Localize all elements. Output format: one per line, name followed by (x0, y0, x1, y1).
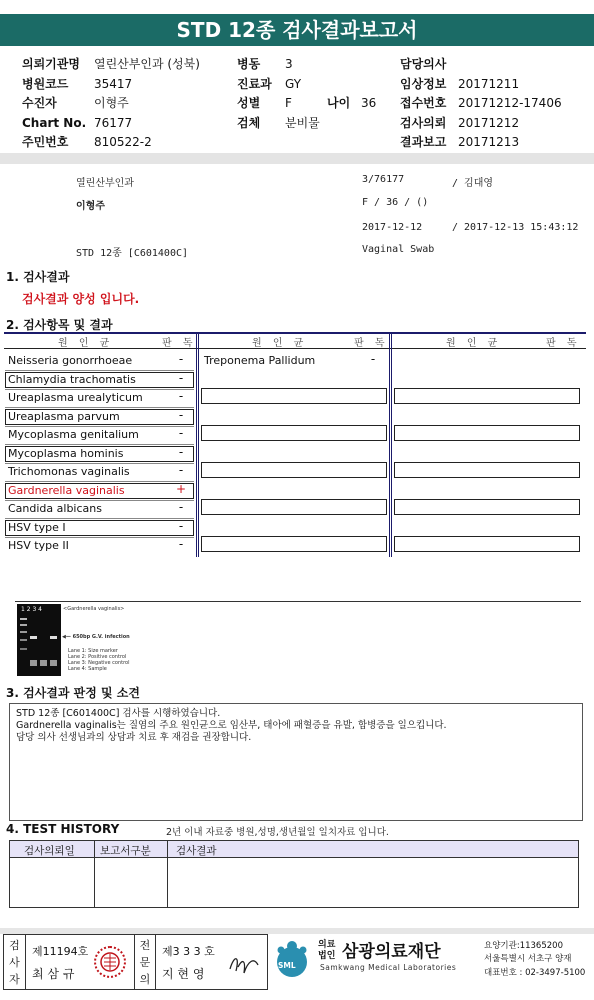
sml-logo-text: SML (278, 961, 296, 970)
value-resident-no: 810522-2 (94, 135, 152, 149)
history-col-result: 검사결과 (176, 845, 217, 857)
item-result: - (178, 370, 184, 385)
divider-strip (0, 153, 594, 164)
item-result: - (178, 426, 184, 440)
opinion-line-2: Gardnerella vaginalis는 질염의 주요 원인균으로 임산부, 태아에 패혈증을 유발, 합병증을 일으킵니다. (16, 720, 447, 731)
gel-legend-4: Lane 4: Sample (68, 666, 107, 672)
item-result: - (178, 352, 184, 366)
org-prefix: 의료 법인 (318, 940, 336, 961)
empty-result-box (201, 536, 387, 552)
label-receipt-no: 접수번호 (400, 96, 447, 110)
reviewer-name: 지 현 영 (162, 967, 205, 981)
label-specimen: 검체 (237, 115, 261, 130)
label-sex: 성별 (237, 96, 261, 110)
empty-result-box (201, 462, 387, 478)
value-hospital: 열린산부인과 (성북) (94, 57, 200, 71)
inspector-label: 검사자 (4, 935, 26, 989)
empty-result-box (201, 499, 387, 515)
item-result: - (178, 463, 184, 477)
item-row-rule (5, 537, 194, 538)
section1-heading: 1. 검사결과 (6, 270, 70, 284)
item-row-box (5, 520, 194, 536)
item-row-box (5, 483, 194, 499)
history-col-report-type: 보고서구분 (100, 845, 151, 857)
item-result: - (178, 537, 184, 551)
signature-box (3, 934, 268, 990)
history-note: 2년 이내 자료중 병원,성명,생년월일 일치자료 입니다. (166, 827, 389, 838)
positive-result-text: 검사결과 양성 입니다. (22, 292, 140, 306)
empty-result-box (394, 388, 580, 404)
sub-sex-age: F / 36 / () (362, 197, 429, 208)
item-row-box (5, 409, 194, 425)
label-ward: 병동 (237, 57, 261, 71)
history-col-divider-2 (167, 841, 168, 907)
result-treponema-pallidum: - (370, 352, 376, 366)
label-hospital: 의뢰기관명 (22, 57, 80, 71)
section4-heading: 4. TEST HISTORY (6, 822, 120, 836)
empty-result-box (201, 425, 387, 441)
opinion-line-3: 담당 의사 선생님과의 상담과 치료 후 재검을 권장합니다. (16, 732, 252, 743)
opinion-line-1: STD 12종 [C601400C] 검사를 시행하였습니다. (16, 708, 221, 719)
contact-address: 서울특별시 서초구 양재 (484, 954, 572, 964)
item-result: - (178, 389, 184, 403)
section3-heading: 3. 검사결과 판정 및 소견 (6, 686, 140, 700)
org-name-en: Samkwang Medical Laboratories (320, 963, 457, 972)
value-ward: 3 (285, 57, 293, 71)
contact-institution-code: 요양기관:11365200 (484, 941, 563, 951)
item-row-box (5, 446, 194, 462)
history-header-row (10, 841, 578, 858)
label-clinical-info: 임상정보 (400, 76, 447, 91)
sub-patient: 이형주 (76, 201, 105, 212)
empty-result-box (394, 462, 580, 478)
value-chart-no: 76177 (94, 115, 133, 130)
label-report-date: 결과보고 (400, 135, 447, 149)
gel-electrophoresis-image (17, 604, 61, 676)
value-clinical-info: 20171211 (458, 76, 520, 91)
sml-logo-icon (272, 938, 312, 978)
item-name: Neisseria gonorrhoeae (8, 354, 133, 367)
empty-result-box (394, 536, 580, 552)
section2-heading: 2. 검사항목 및 결과 (6, 318, 113, 332)
gel-title: <Gardnerella vaginalis> (63, 606, 125, 612)
header-mid (237, 55, 376, 133)
contact-phone: 대표번호 : 02-3497-5100 (484, 968, 586, 978)
item-name: Chlamydia trachomatis (8, 372, 136, 386)
empty-result-box (201, 388, 387, 404)
sub-specimen: Vaginal Swab (362, 244, 435, 255)
col1-judge-header: 판 독 (162, 338, 197, 349)
opinion-textbox (9, 703, 583, 821)
item-row-rule (5, 426, 194, 427)
gel-legend-3: Lane 3: Negative control (68, 660, 130, 666)
inspector-name: 최 삼 규 (32, 967, 75, 981)
reviewer-license: 제3 3 3 호 (162, 945, 215, 958)
col-divider-1 (196, 333, 199, 557)
value-hospital-code: 35417 (94, 76, 133, 91)
label-hospital-code: 병원코드 (22, 76, 69, 91)
item-name: Trichomonas vaginalis (8, 465, 130, 478)
header-left (22, 55, 200, 153)
empty-result-box (394, 499, 580, 515)
report-title: STD 12종 검사결과보고서 (0, 14, 594, 46)
sub-doctor: / 김대영 (452, 178, 494, 189)
empty-result-box (394, 425, 580, 441)
item-row-box (5, 372, 194, 388)
item-result: - (178, 518, 184, 533)
value-dept: GY (285, 76, 302, 91)
gel-lane-numbers: 1 2 3 4 (21, 606, 42, 613)
item-name: Candida albicans (8, 502, 102, 515)
col2-judge-header: 판 독 (354, 338, 389, 349)
gel-band-label: ◀— 650bp G.V. infection (62, 634, 130, 640)
value-age: 36 (361, 96, 377, 110)
history-col-request-date: 검사의뢰일 (24, 845, 75, 857)
item-name: HSV type I (8, 520, 66, 534)
sub-ward-chart: 3/76177 (362, 174, 405, 185)
value-specimen: 분비물 (285, 115, 320, 130)
item-row-rule (5, 389, 194, 390)
value-request-date: 20171212 (458, 115, 520, 130)
gel-legend-2: Lane 2: Positive control (68, 654, 127, 660)
col3-pathogen-header: 원 인 균 (446, 338, 502, 349)
value-receipt-no: 20171212-17406 (458, 96, 562, 110)
sub-date-request: 2017-12-12 (362, 222, 423, 233)
value-report-date: 20171213 (458, 135, 520, 149)
value-patient: 이형주 (94, 96, 129, 110)
label-patient: 수진자 (22, 96, 57, 110)
inspector-license: 제11194호 (32, 945, 89, 958)
history-table (9, 840, 579, 908)
item-row-rule (5, 463, 194, 464)
value-sex: F (285, 96, 292, 110)
item-result: + (176, 481, 187, 496)
item-name: Gardnerella vaginalis (8, 483, 125, 497)
label-request-date: 검사의뢰 (400, 115, 447, 130)
item-result: - (178, 500, 184, 514)
sub-test-name: STD 12종 [C601400C] (76, 248, 189, 259)
org-name: 삼광의료재단 (342, 942, 441, 962)
label-age: 나이 (327, 96, 351, 110)
col3-judge-header: 판 독 (546, 338, 581, 349)
sub-date-report: / 2017-12-13 15:43:12 (452, 222, 579, 233)
item-result: - (178, 407, 184, 422)
col1-pathogen-header: 원 인 균 (58, 338, 114, 349)
item-result: - (178, 444, 184, 459)
label-resident-no: 주민번호 (22, 135, 69, 149)
item-name: Ureaplasma parvum (8, 409, 120, 423)
item-row-rule (5, 500, 194, 501)
label-dept: 진료과 (237, 76, 272, 91)
item-name: Mycoplasma genitalium (8, 428, 139, 441)
col2-pathogen-header: 원 인 균 (252, 338, 308, 349)
header-right (400, 55, 562, 153)
history-col-divider-1 (94, 841, 95, 907)
col-divider-2 (389, 333, 392, 557)
gel-legend-1: Lane 1: Size marker (68, 648, 118, 654)
item-name: Ureaplasma urealyticum (8, 391, 143, 404)
item-name: HSV type II (8, 539, 69, 552)
reviewer-signature (226, 951, 262, 981)
item-name: Mycoplasma hominis (8, 446, 124, 460)
inspector-seal (94, 946, 126, 978)
reviewer-label: 전문의 (134, 935, 156, 989)
label-chart-no: Chart No. (22, 115, 87, 130)
label-doctor: 담당의사 (400, 57, 447, 71)
sub-hospital: 열린산부인과 (76, 178, 134, 189)
item-treponema-pallidum: Treponema Pallidum (204, 354, 316, 367)
